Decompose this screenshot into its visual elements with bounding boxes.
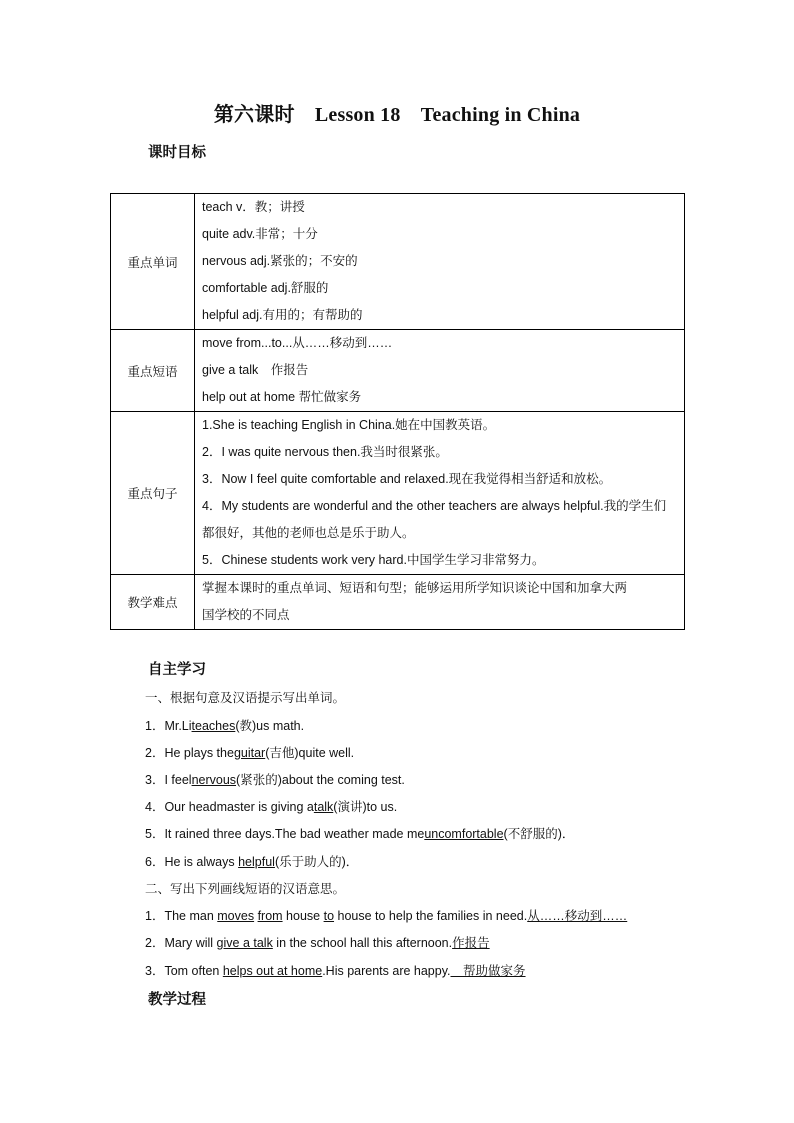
list-item (145, 743, 354, 761)
item-number: 1． (145, 909, 165, 923)
self-study-heading: 自主学习 (148, 662, 206, 678)
item-text: Tom often (164, 964, 223, 978)
item-text: (乐于助人的)． (274, 855, 359, 869)
item-text: house (282, 909, 324, 923)
page-title: 第六课时 Lesson 18 Teaching in China (213, 104, 581, 126)
list-item: helpful adj.有用的；有帮助的 (202, 308, 363, 322)
list-item: give a talk 作报告 (202, 363, 309, 377)
list-item (145, 961, 526, 979)
answer-text: uncomfortable (424, 827, 504, 841)
difficulty-label: 教学难点 (111, 575, 195, 630)
list-item (145, 797, 397, 815)
item-text: I feel (164, 773, 192, 787)
item-text: Mr.Li (164, 719, 192, 733)
answer-text: 作报告 (452, 936, 490, 950)
underlined-phrase: helps out at home (222, 964, 323, 978)
item-text: It rained three days.The bad weather made me (164, 827, 425, 841)
item-text: .His parents are happy. (322, 964, 451, 978)
list-item (145, 824, 574, 842)
list-item: nervous adj.紧张的；不安的 (202, 254, 358, 268)
table-row (111, 575, 685, 630)
objectives-table (110, 193, 685, 630)
table-row (111, 194, 685, 330)
underlined-phrase: give a talk (216, 936, 273, 950)
list-item: 3．Now I feel quite comfortable and relaxed.现在我觉得相当舒适和放松。 (202, 472, 612, 486)
item-text: Our headmaster is giving a (164, 800, 314, 814)
words-label: 重点单词 (111, 194, 195, 330)
item-text: (吉他)quite well. (265, 746, 355, 760)
list-item: 国学校的不同点 (202, 608, 290, 622)
underlined-phrase: to (323, 909, 335, 923)
item-number: 3． (145, 773, 165, 787)
list-item: move from...to...从……移动到…… (202, 336, 393, 350)
item-text: in the school hall this afternoon. (272, 936, 453, 950)
list-item (145, 716, 304, 734)
item-text: (不舒服的)． (503, 827, 575, 841)
list-item: quite adv.非常；十分 (202, 227, 318, 241)
list-item: 2．I was quite nervous then.我当时很紧张。 (202, 445, 448, 459)
item-text: house to help the families in need. (334, 909, 528, 923)
item-text: (教)us math. (235, 719, 305, 733)
item-number: 3． (145, 964, 165, 978)
answer-text: guitar (233, 746, 266, 760)
table-row (111, 330, 685, 412)
underlined-phrase: from (257, 909, 283, 923)
list-item (145, 933, 490, 951)
sentences-label: 重点句子 (111, 412, 195, 575)
item-number: 5． (145, 827, 165, 841)
objectives-heading: 课时目标 (148, 145, 206, 161)
difficulty-cell (195, 575, 685, 630)
answer-text: helpful (238, 855, 275, 869)
item-number: 2． (145, 746, 165, 760)
answer-text: 从……移动到…… (527, 909, 628, 923)
list-item (145, 770, 405, 788)
list-item: 1.She is teaching English in China.她在中国教英语。 (202, 418, 496, 432)
list-item: help out at home 帮忙做家务 (202, 390, 362, 404)
item-number: 4． (145, 800, 165, 814)
item-number: 6． (145, 855, 165, 869)
phrases-label: 重点短语 (111, 330, 195, 412)
list-item: teach v．教；讲授 (202, 200, 305, 214)
underlined-phrase: moves (217, 909, 255, 923)
part2-heading: 二、写出下列画线短语的汉语意思。 (145, 882, 346, 896)
item-text: (紧张的)about the coming test. (236, 773, 405, 787)
item-text: He is always (164, 855, 239, 869)
list-item: comfortable adj.舒服的 (202, 281, 329, 295)
item-number: 1． (145, 719, 165, 733)
item-number: 2． (145, 936, 165, 950)
list-item: 4．My students are wonderful and the other teachers are always helpful.我的学生们 (202, 499, 667, 513)
words-cell (195, 194, 685, 330)
list-item (145, 852, 358, 870)
item-text: Mary will (164, 936, 217, 950)
list-item: 都很好，其他的老师也总是乐于助人。 (202, 526, 415, 540)
phrases-cell (195, 330, 685, 412)
sentences-cell (195, 412, 685, 575)
table-row (111, 412, 685, 575)
answer-text: talk (313, 800, 334, 814)
item-text: He plays the (164, 746, 234, 760)
list-item: 掌握本课时的重点单词、短语和句型；能够运用所学知识谈论中国和加拿大两 (202, 581, 628, 595)
item-text: The man (164, 909, 218, 923)
answer-text: nervous (191, 773, 237, 787)
item-text: (演讲)to us. (333, 800, 398, 814)
answer-text: 帮助做家务 (450, 964, 526, 978)
list-item (145, 906, 627, 924)
part1-heading: 一、根据句意及汉语提示写出单词。 (145, 691, 346, 705)
list-item: 5．Chinese students work very hard.中国学生学习非常努力。 (202, 553, 545, 567)
answer-text: teaches (191, 719, 236, 733)
process-heading: 教学过程 (148, 992, 206, 1008)
